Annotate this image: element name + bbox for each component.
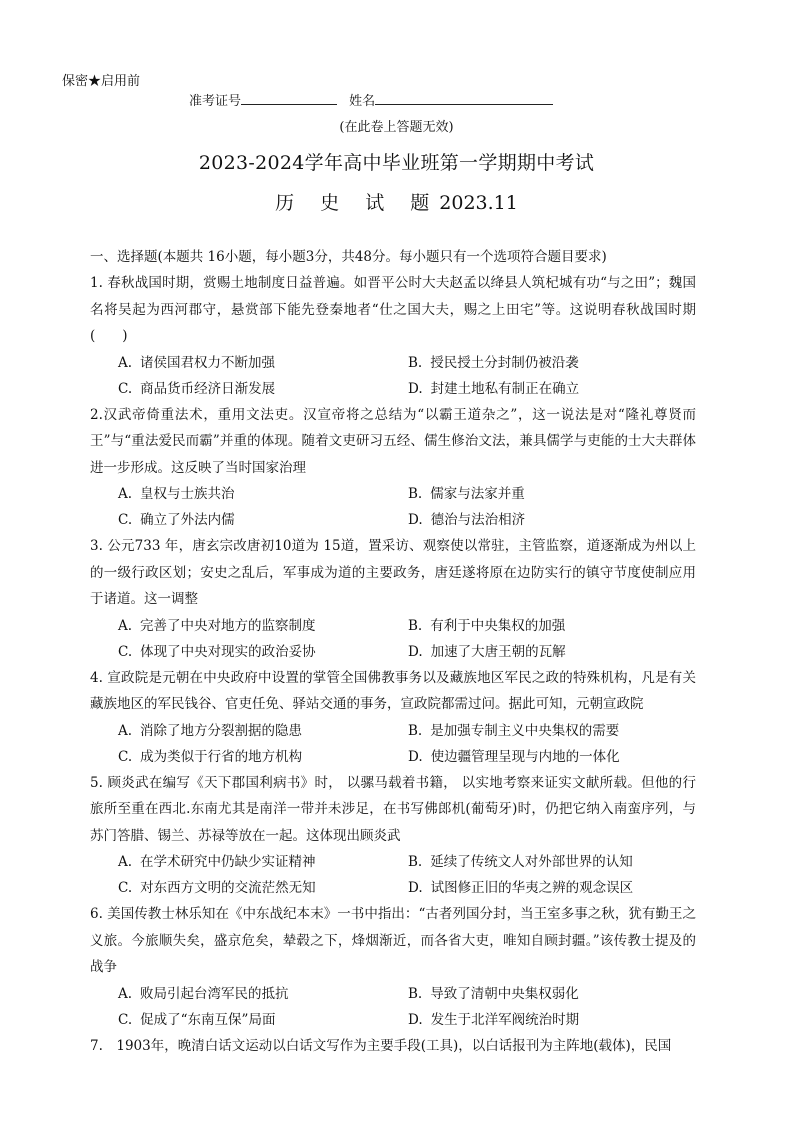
option-c: C. 商品货币经济日渐发展 (118, 380, 276, 397)
question-stem: 4. 宣政院是元朝在中央政府中设置的掌管全国佛教事务以及藏族地区军民之政的特殊机构，凡是有关藏族地区的军民钱谷、官吏任免、驿站交通的事务，宣政院都需过问。据此可知，元朝宣政院 (90, 669, 696, 712)
option-d: D. 封建土地私有制正在确立 (408, 380, 580, 397)
question-stem: 3. 公元733 年，唐玄宗改唐初10道为 15道，置采访、观察使以常驻，主管监察，道逐渐成为州以上的一级行政区划；安史之乱后，军事成为道的主要政务，唐廷遂将原在边防实行的镇守节度使制应用于诸道。这一调整 (90, 538, 696, 607)
option-d: D. 使边疆管理呈现与内地的一体化 (408, 748, 620, 765)
exam-id-label: 准考证号 (189, 94, 242, 109)
question-6 (90, 901, 696, 1033)
option-b: B. 是加强专制主义中央集权的需要 (408, 722, 620, 739)
question-stem: 5. 顾炎武在编写《天下郡国利病书》时， 以骡马载着书籍， 以实地考察来证实文献所载。但他的行旅所至重在西北.东南尤其是南洋一带并未涉足，在书写佛郎机(葡萄牙)时，仍把它纳入南蛮序列，与苏门答腊、锡兰、苏禄等放在一起。这体现出顾炎武 (90, 774, 696, 844)
question-area (90, 244, 696, 1059)
option-c: C. 对东西方文明的交流茫然无知 (118, 880, 316, 896)
exam-title: 2023-2024学年高中毕业班第一学期期中考试 (198, 152, 595, 174)
question-5 (90, 770, 696, 902)
subject-label: 历 史 试 题 (275, 192, 440, 214)
option-list (118, 718, 696, 770)
question-7 (90, 1033, 696, 1060)
option-a: A. 消除了地方分裂割据的隐患 (118, 722, 303, 739)
section-heading: 一、选择题(本题共 16小题，每小题3分，共48分。每小题只有一个选项符合题目要求) (90, 249, 607, 265)
name-label: 姓名 (349, 94, 376, 109)
option-list (118, 481, 696, 533)
option-b: B. 延续了传统文人对外部世界的认知 (408, 854, 633, 870)
question-stem: 2.汉武帝倚重法术，重用文法吏。汉宣帝将之总结为“以霸王道杂之”，这一说法是对“隆礼尊贤而王”与“重法爱民而霸”并重的体现。随着文吏研习五经、儒生修治文法，兼具儒学与吏能的士大夫群体进一步形成。这反映了当时国家治理 (90, 406, 696, 476)
option-d: D. 德治与法治相济 (408, 512, 526, 528)
question-4 (90, 665, 696, 770)
option-d: D. 发生于北洋军阀统治时期 (408, 1011, 580, 1028)
option-b: B. 导致了清朝中央集权弱化 (408, 985, 579, 1002)
option-a: A. 皇权与士族共治 (118, 486, 235, 502)
exam-date: 2023.11 (439, 192, 518, 214)
question-3 (90, 533, 696, 665)
question-2 (90, 402, 696, 534)
option-d: D. 加速了大唐王朝的瓦解 (408, 643, 566, 660)
option-a: A. 诸侯国君权力不断加强 (118, 354, 276, 371)
option-c: C. 促成了“东南互保”局面 (118, 1011, 276, 1028)
name-blank (375, 90, 553, 105)
option-a: A. 败局引起台湾军民的抵抗 (118, 985, 289, 1002)
option-c: C. 体现了中央对现实的政治妥协 (118, 643, 316, 660)
option-a: A. 在学术研究中仍缺少实证精神 (118, 854, 316, 870)
option-list (118, 613, 696, 665)
answer-invalid-notice: (在此卷上答题无效) (339, 120, 454, 135)
option-c: C. 确立了外法内儒 (118, 512, 235, 528)
option-list (118, 350, 696, 402)
option-d: D. 试图修正旧的华夷之辨的观念误区 (408, 880, 634, 896)
option-list (118, 849, 696, 901)
candidate-fields (189, 90, 553, 109)
question-stem: 1. 春秋战国时期，赏赐土地制度日益普遍。如晋平公时大夫赵孟以绛县人筑杞城有功“与之田”；魏国名将吴起为西河郡守，悬赏部下能先登秦地者“仕之国大夫，赐之上田宅”等。这说明春秋战国时期( ) (90, 275, 696, 344)
exam-id-blank (241, 90, 337, 105)
option-b: B. 有利于中央集权的加强 (408, 617, 566, 634)
option-list (118, 981, 696, 1033)
question-stem: 6. 美国传教士林乐知在《中东战纪本末》一书中指出：“古者列国分封，当王室多事之秋，犹有勤王之义旅。今旅顺失矣，盛京危矣，辇毂之下，烽烟渐近，而各省大吏，唯知自顾封疆。”该传教士提及的战争 (90, 906, 696, 975)
option-a: A. 完善了中央对地方的监察制度 (118, 617, 316, 634)
exam-subtitle (0, 188, 793, 215)
confidential-label: 保密★启用前 (62, 74, 141, 89)
question-stem: 7. 1903年，晚清白话文运动以白话文写作为主要手段(工具)，以白话报刊为主阵地(载体)，民国 (90, 1037, 672, 1054)
option-b: B. 授民授土分封制仍被沿袭 (408, 354, 579, 371)
option-c: C. 成为类似于行省的地方机构 (118, 748, 303, 765)
option-b: B. 儒家与法家并重 (408, 486, 525, 502)
question-1 (90, 270, 696, 402)
